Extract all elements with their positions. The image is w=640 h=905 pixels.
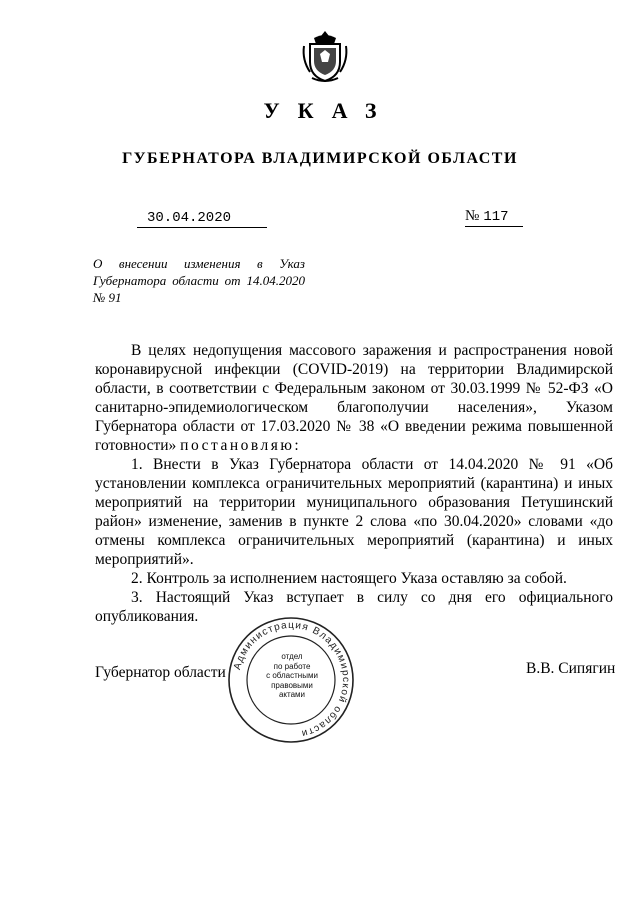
stamp-line: с областными — [266, 671, 318, 680]
decree-word: постановляю: — [180, 437, 302, 454]
coat-of-arms-icon — [300, 28, 350, 84]
stamp-line: по работе — [273, 661, 311, 671]
preamble-text: В целях недопущения массового заражения и распространения новой коронавирусной инфекции (COVID-2019) на территории Владимирской области, в соответствии с Федеральным законом от 30.03.1999 № 52-ФЗ «О санитарно-эпидемиологическом благополучии населения», Указом Губернатора области от 17.03.2020 № 38 «О введении режима повышенной готовности» — [95, 342, 613, 454]
document-body — [95, 341, 613, 626]
signatory-position: Губернатор области — [95, 664, 226, 681]
item-3: 3. Настоящий Указ вступает в силу со дня его официального опубликования. — [95, 589, 613, 625]
document-number — [465, 207, 523, 227]
subject-line-3: № 91 — [93, 290, 122, 305]
number-value: 117 — [483, 209, 509, 225]
stamp-line: правовыми — [271, 680, 313, 690]
preamble-paragraph — [95, 341, 613, 455]
document-date: 30.04.2020 — [137, 209, 267, 228]
subject-line-2: Губернатора области от 14.04.2020 — [93, 273, 305, 288]
stamp-outer-text: Администрация Владимирской области — [232, 619, 352, 740]
stamp-line: актами — [278, 690, 306, 699]
subject-line-1: О внесении изменения в Указ — [93, 256, 305, 271]
item-2: 2. Контроль за исполнением настоящего Указа оставляю за собой. — [131, 570, 567, 587]
document-subtitle: ГУБЕРНАТОРА ВЛАДИМИРСКОЙ ОБЛАСТИ — [122, 150, 518, 167]
document-title: УКАЗ — [263, 98, 395, 123]
stamp-line: отдел — [281, 652, 303, 661]
number-prefix: № — [465, 208, 480, 224]
item-1: 1. Внести в Указ Губернатора области от 14.04.2020 № 91 «Об установлении комплекса ограничительных мероприятий (карантина) и иных мероприятий на территории муниципального образования Петушинский район» изменение, заменив в пункте 2 слова «по 30.04.2020» словами «до отмены комплекса ограничительных мероприятий (карантина) и иных мероприятий». — [95, 456, 613, 568]
stamp-inner-text — [265, 652, 319, 700]
document-subject — [93, 255, 305, 306]
signatory-name: В.В. Сипягин — [526, 660, 616, 677]
